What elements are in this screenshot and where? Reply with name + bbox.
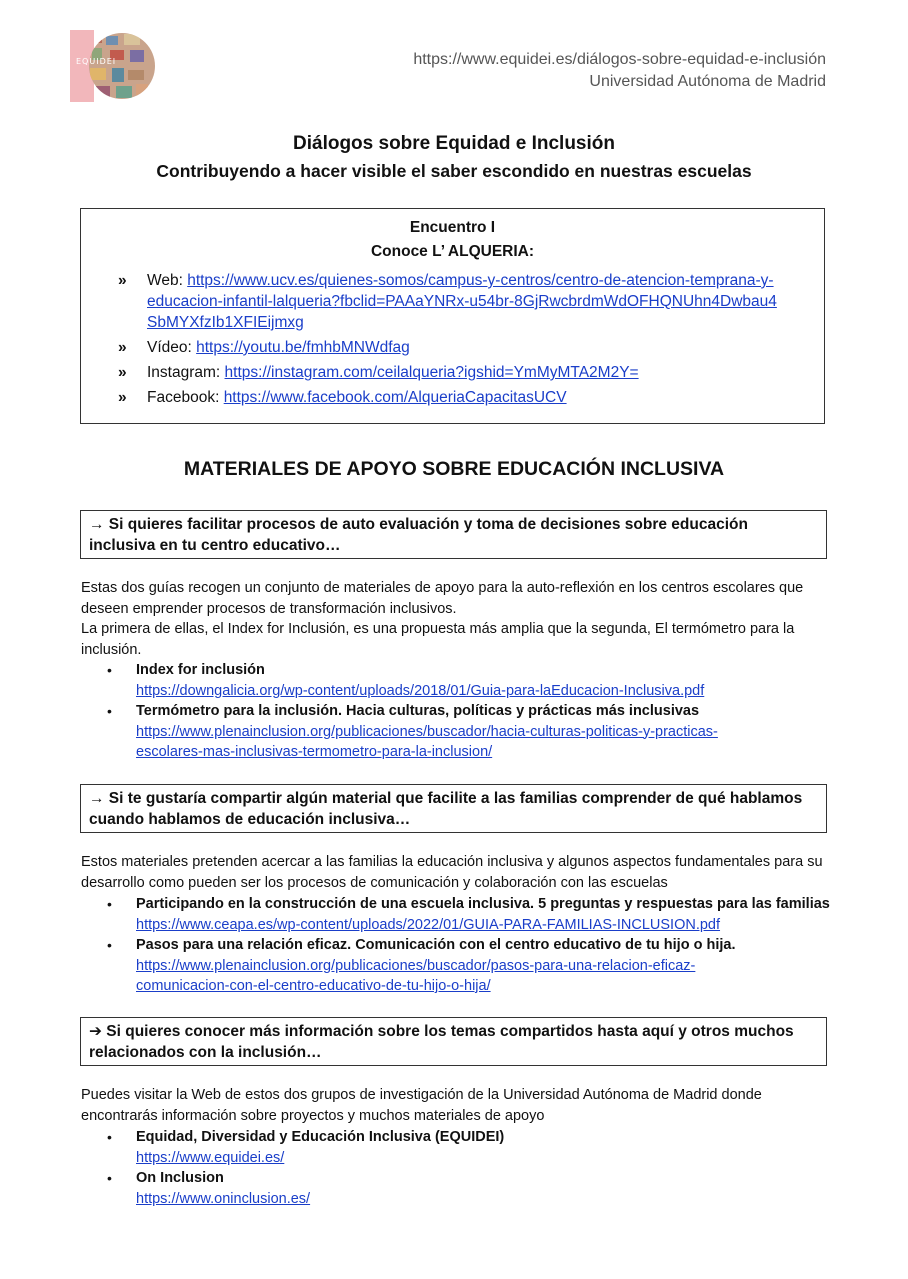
logo-globe-icon — [66, 28, 158, 104]
section3-paragraph: Puedes visitar la Web de estos dos grupos de investigación de la Universidad Autónoma de Madrid donde encontrarás información sobre proyectos y muchos materiales de apoyo — [81, 1087, 762, 1124]
header-info — [413, 49, 826, 93]
section3-list — [81, 1127, 841, 1209]
list-item-link[interactable]: https://www.plenainclusion.org/publicaciones/buscador/pasos-para-una-relacion-eficaz-comunicacion-con-el-centro-educativo-de-tu-hijo-o-hija/ — [136, 957, 696, 994]
list-item-title: Pasos para una relación eficaz. Comunicación con el centro educativo de tu hijo o hija. — [136, 937, 736, 953]
instagram-link[interactable]: https://instagram.com/ceilalqueria?igshid=YmMyMTA2M2Y= — [224, 364, 639, 381]
header-university: Universidad Autónoma de Madrid — [589, 73, 826, 90]
bullet-icon: • — [107, 1170, 112, 1186]
list-item-link[interactable]: https://www.equidei.es/ — [136, 1149, 285, 1166]
list-item — [81, 894, 841, 935]
web-link[interactable]: https://www.ucv.es/quienes-somos/campus-y-centros/centro-de-atencion-temprana-y-educacion-infantil-lalqueria?fbclid=PAAaYNRx-u54br-8GjRwcbrdmWdOFHQNUhn4Dwbau4SbMYXfzIb1XFIEijmxg — [147, 272, 777, 331]
svg-text:EQUIDEI: EQUIDEI — [76, 57, 117, 66]
encuentro-label: Instagram: — [147, 364, 225, 381]
list-item-title: Participando en la construcción de una escuela inclusiva. 5 preguntas y respuestas para las familias — [136, 896, 830, 912]
list-item — [81, 1127, 841, 1168]
bullet-icon: • — [107, 662, 112, 678]
section2-list — [81, 894, 841, 997]
section2-question-box: → Si te gustaría compartir algún material que facilite a las familias comprender de qué hablamos cuando hablamos de educación inclusiva… — [80, 784, 827, 833]
facebook-link[interactable]: https://www.facebook.com/AlqueriaCapacitasUCV — [223, 389, 567, 406]
encuentro-label: Web: — [147, 272, 188, 289]
list-item — [81, 935, 841, 997]
bullet-icon: • — [107, 1129, 112, 1145]
chevron-bullet-icon: » — [118, 364, 127, 381]
encuentro-title: Encuentro I — [409, 219, 496, 236]
video-link[interactable]: https://youtu.be/fmhbMNWdfag — [196, 339, 410, 356]
bullet-icon: • — [107, 896, 112, 912]
chevron-bullet-icon: » — [118, 389, 127, 406]
section3-question-box: ➔ Si quieres conocer más información sobre los temas compartidos hasta aquí y otros muchos relacionados con la inclusión… — [80, 1017, 827, 1066]
list-item-title: Index for inclusión — [136, 662, 265, 678]
section1-list — [81, 660, 841, 763]
bullet-icon: • — [107, 703, 112, 719]
list-item-title: Equidad, Diversidad y Educación Inclusiva (EQUIDEI) — [136, 1129, 505, 1145]
section2-paragraph: Estos materiales pretenden acercar a las familias la educación inclusiva y algunos aspectos fundamentales para su desarrollo como pueden ser los procesos de comunicación y colaboración con las escuelas — [81, 854, 823, 891]
page-title: Diálogos sobre Equidad e Inclusión — [293, 133, 615, 154]
encuentro-box — [80, 208, 825, 424]
chevron-bullet-icon: » — [118, 339, 127, 356]
list-item-link[interactable]: https://www.oninclusion.es/ — [136, 1190, 311, 1207]
encuentro-label: Vídeo: — [147, 339, 197, 356]
encuentro-item-facebook — [118, 387, 778, 408]
encuentro-links-list — [118, 270, 778, 412]
page-subtitle: Contribuyendo a hacer visible el saber escondido en nuestras escuelas — [156, 161, 752, 181]
encuentro-label: Facebook: — [147, 389, 224, 406]
list-item — [81, 660, 841, 701]
encuentro-item-video — [118, 337, 778, 358]
section1-paragraph-1: Estas dos guías recogen un conjunto de materiales de apoyo para la auto-reflexión en los centros escolares que deseen emprender procesos de transformación inclusivos. — [81, 580, 804, 617]
encuentro-subtitle: Conoce L’ ALQUERIA: — [370, 243, 535, 260]
section1-paragraph-2: La primera de ellas, el Index for Inclusión, es una propuesta más amplia que la segunda, El termómetro para la inclusión. — [81, 621, 795, 658]
list-item-title: Termómetro para la inclusión. Hacia culturas, políticas y prácticas más inclusivas — [136, 703, 700, 719]
encuentro-item-web — [118, 270, 778, 333]
list-item-link[interactable]: https://www.plenainclusion.org/publicaciones/buscador/hacia-culturas-politicas-y-practicas-escolares-mas-inclusivas-termometro-para-la-inclusion/ — [136, 723, 718, 760]
encuentro-item-instagram — [118, 362, 778, 383]
list-item — [81, 701, 841, 763]
chevron-bullet-icon: » — [118, 272, 127, 289]
list-item — [81, 1168, 841, 1209]
list-item-link[interactable]: https://downgalicia.org/wp-content/uploads/2018/01/Guia-para-laEducacion-Inclusiva.pdf — [136, 682, 705, 699]
list-item-link[interactable]: https://www.ceapa.es/wp-content/uploads/2022/01/GUIA-PARA-FAMILIAS-INCLUSION.pdf — [136, 916, 721, 933]
bullet-icon: • — [107, 937, 112, 953]
list-item-title: On Inclusion — [136, 1170, 224, 1186]
equidei-logo — [66, 28, 158, 104]
section1-question-box: → Si quieres facilitar procesos de auto evaluación y toma de decisiones sobre educación inclusiva en tu centro educativo… — [80, 510, 827, 559]
header-url[interactable]: https://www.equidei.es/diálogos-sobre-equidad-e-inclusión — [413, 51, 826, 68]
materiales-heading: MATERIALES DE APOYO SOBRE EDUCACIÓN INCLUSIVA — [183, 458, 725, 480]
